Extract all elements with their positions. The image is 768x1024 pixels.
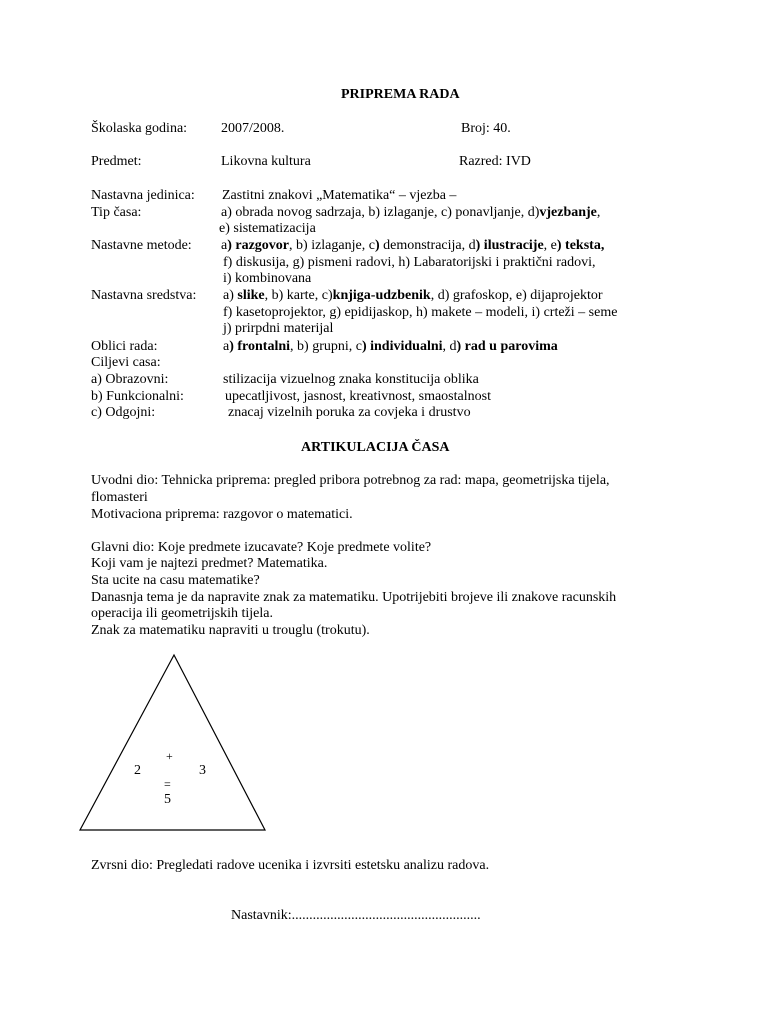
educational-goal-value: stilizacija vizuelnog znaka konstitucija oblika (223, 372, 479, 387)
text-run: , e (543, 238, 557, 253)
upbringing-goal-value: znacaj vizelnih poruka za covjeka i drustvo (228, 405, 471, 420)
lesson-type-line1 (221, 205, 600, 221)
work-forms-value (223, 339, 558, 355)
resources-line2: f) kasetoprojektor, g) epidijaskop, h) makete – modeli, i) crteži – seme (223, 305, 618, 320)
text-run-bold: ) (374, 238, 380, 253)
lesson-unit-value: Zastitni znakovi „Matematika“ – vjezba – (222, 188, 457, 203)
teacher-signature-line: Nastavnik:...................................................... (231, 908, 481, 923)
text-run-bold: ) teksta, (556, 238, 605, 253)
triangle-result-number: 5 (164, 792, 171, 807)
text-run-bold: ) ilustracije (475, 238, 544, 253)
triangle-equals-sign: = (164, 777, 171, 791)
text-run-bold: ) razgovor (227, 238, 290, 253)
resources-line3: j) prirpdni materijal (223, 321, 334, 336)
school-year-label: Školaska godina: (91, 121, 188, 136)
text-run: a) (223, 288, 238, 303)
lesson-type-label: Tip časa: (91, 205, 142, 220)
text-run: , b) grupni, c (290, 339, 362, 354)
methods-line1 (221, 238, 604, 254)
lesson-unit-label: Nastavna jedinica: (91, 188, 195, 203)
school-year-value: 2007/2008. (221, 121, 285, 136)
resources-label: Nastavna sredstva: (91, 288, 197, 303)
math-triangle-drawing (75, 650, 275, 840)
page-title: PRIPREMA RADA (341, 87, 460, 102)
text-run: a (221, 238, 228, 253)
triangle-shape (80, 655, 265, 830)
text-run: a) obrada novog sadrzaja, b) izlaganje, c) ponavljanje, d) (221, 205, 540, 220)
methods-line3: i) kombinovana (223, 271, 312, 286)
closing-line: Zvrsni dio: Pregledati radove ucenika i izvrsiti estetsku analizu radova. (91, 858, 490, 873)
triangle-left-number: 2 (134, 763, 141, 778)
text-run: demonstracija, d (379, 238, 476, 253)
work-forms-label: Oblici rada: (91, 339, 158, 354)
text-run: , (596, 205, 601, 220)
subject-label: Predmet: (91, 154, 142, 169)
intro-line3: Motivaciona priprema: razgovor o matematici. (91, 507, 353, 522)
text-run-bold: ) individualni (361, 339, 443, 354)
triangle-right-number: 3 (199, 763, 206, 778)
functional-goal-label: b) Funkcionalni: (91, 389, 184, 404)
intro-line2: flomasteri (91, 490, 148, 505)
text-run-bold: slike (237, 288, 265, 303)
lesson-type-line2: e) sistematizacija (219, 221, 316, 236)
subject-value: Likovna kultura (221, 154, 311, 169)
resources-line1 (223, 288, 603, 304)
text-run: , d (442, 339, 457, 354)
main-line5: operacija ili geometrijskih tijela. (91, 606, 273, 621)
document-number: Broj: 40. (461, 121, 511, 136)
text-run-bold: vjezbanje (539, 205, 597, 220)
main-line1: Glavni dio: Koje predmete izucavate? Koje predmete volite? (91, 540, 432, 555)
educational-goal-label: a) Obrazovni: (91, 372, 169, 387)
main-line6: Znak za matematiku napraviti u trouglu (trokutu). (91, 623, 370, 638)
upbringing-goal-label: c) Odgojni: (91, 405, 156, 420)
triangle-plus-sign: + (166, 749, 173, 763)
text-run-bold: knjiga-udzbenik (332, 288, 431, 303)
methods-label: Nastavne metode: (91, 238, 192, 253)
methods-line2: f) diskusija, g) pismeni radovi, h) Labaratorijski i praktični radovi, (223, 255, 596, 270)
text-run: , b) karte, c) (264, 288, 333, 303)
goals-label: Ciljevi casa: (91, 355, 161, 370)
class-grade: Razred: IVD (459, 154, 531, 169)
text-run: a (223, 339, 230, 354)
functional-goal-value: upecatljivost, jasnost, kreativnost, smaostalnost (225, 389, 491, 404)
text-run-bold: ) rad u parovima (456, 339, 558, 354)
text-run: , d) grafoskop, e) dijaprojektor (430, 288, 603, 303)
main-line3: Sta ucite na casu matematike? (91, 573, 260, 588)
articulation-title: ARTIKULACIJA ČASA (301, 440, 450, 455)
text-run: , b) izlaganje, c (289, 238, 375, 253)
main-line2: Koji vam je najtezi predmet? Matematika. (91, 556, 328, 571)
main-line4: Danasnja tema je da napravite znak za matematiku. Upotrijebiti brojeve ili znakove racunskih (91, 590, 617, 605)
intro-line1: Uvodni dio: Tehnicka priprema: pregled pribora potrebnog za rad: mapa, geometrijska tijela, (91, 473, 610, 488)
text-run-bold: ) frontalni (229, 339, 291, 354)
